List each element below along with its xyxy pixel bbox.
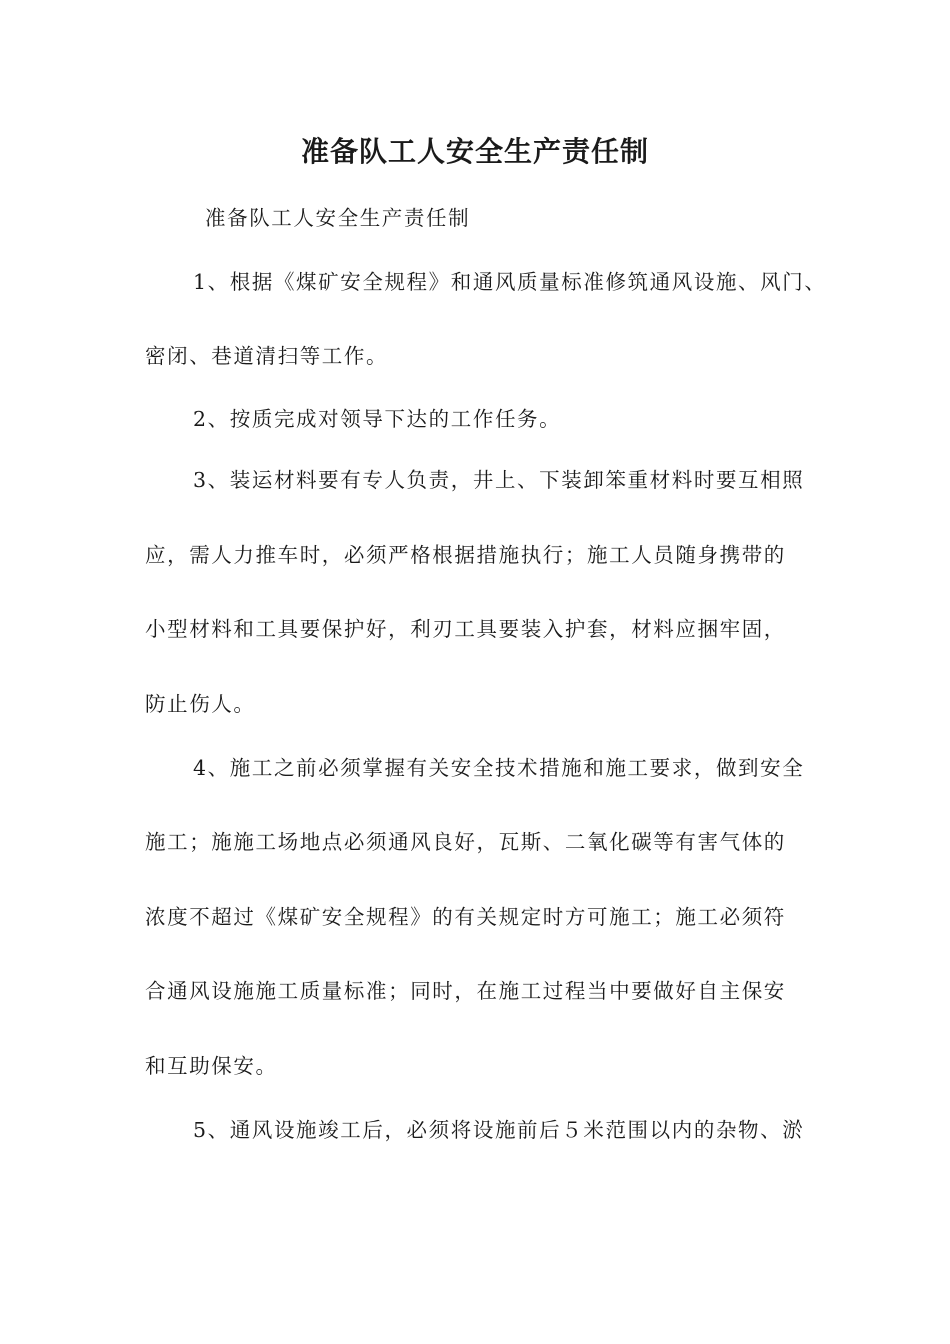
paragraph-line: 合通风设施施工质量标准；同时，在施工过程当中要做好自主保安	[145, 979, 786, 1003]
document-subtitle: 准备队工人安全生产责任制	[205, 206, 471, 230]
paragraph-line: 1、根据《煤矿安全规程》和通风质量标准修筑通风设施、风门、	[193, 270, 827, 294]
paragraph-line: 2、按质完成对领导下达的工作任务。	[193, 407, 562, 431]
paragraph-line: 小型材料和工具要保护好，利刃工具要装入护套，材料应捆牢固，	[145, 617, 786, 641]
paragraph-line: 浓度不超过《煤矿安全规程》的有关规定时方可施工；施工必须符	[145, 905, 786, 929]
paragraph-line: 5、通风设施竣工后，必须将设施前后５米范围以内的杂物、淤	[193, 1118, 805, 1142]
paragraph-line: 和互助保安。	[145, 1054, 278, 1078]
document-title: 准备队工人安全生产责任制	[300, 135, 649, 168]
paragraph-line: 防止伤人。	[145, 692, 256, 716]
paragraph-line: 施工；施施工场地点必须通风良好，瓦斯、二氧化碳等有害气体的	[145, 830, 786, 854]
paragraph-line: 应，需人力推车时，必须严格根据措施执行；施工人员随身携带的	[145, 543, 786, 567]
paragraph-line: 3、装运材料要有专人负责，井上、下装卸笨重材料时要互相照	[193, 468, 805, 492]
paragraph-line: 4、施工之前必须掌握有关安全技术措施和施工要求，做到安全	[193, 756, 805, 780]
paragraph-line: 密闭、巷道清扫等工作。	[145, 344, 389, 368]
